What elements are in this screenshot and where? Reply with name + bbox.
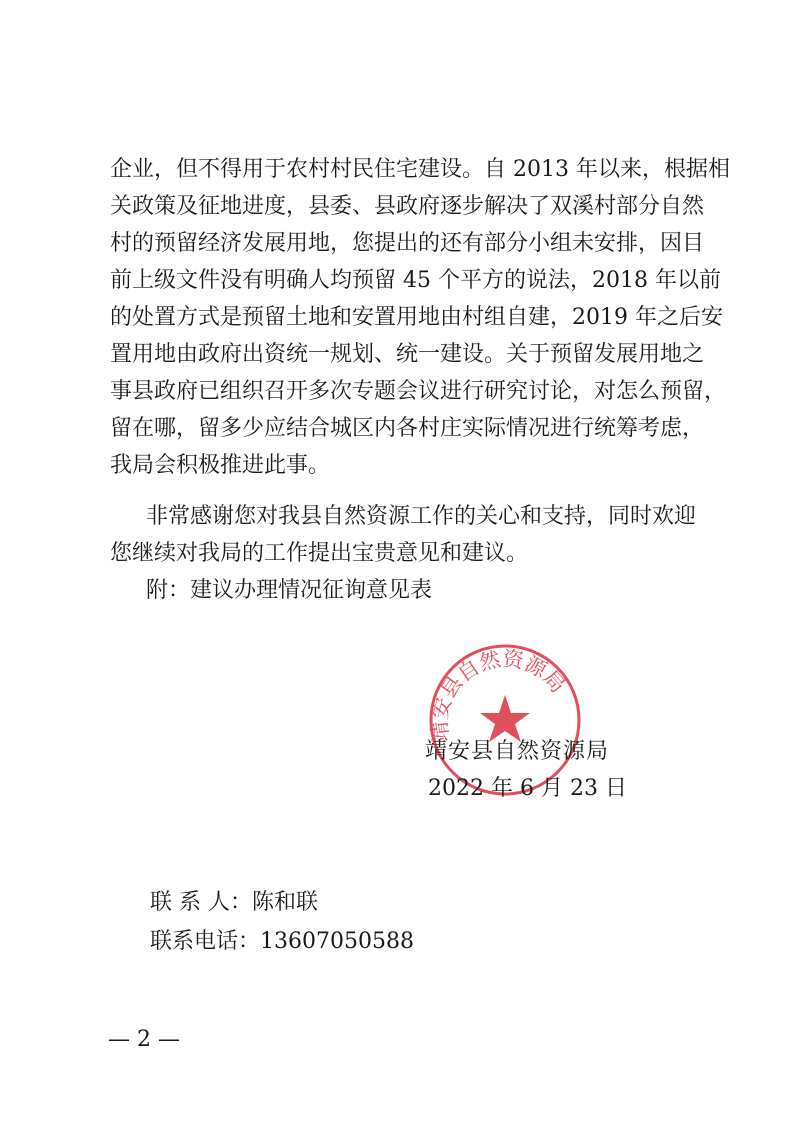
body-line: 留在哪，留多少应结合城区内各村庄实际情况进行统筹考虑， — [110, 416, 705, 441]
signature-date: 2022 年 6 月 23 日 — [428, 776, 627, 801]
body-line: 的处置方式是预留土地和安置用地由村组自建，2019 年之后安 — [110, 305, 723, 330]
body-line: 我局会积极推进此事。 — [110, 453, 331, 478]
thanks-line: 非常感谢您对我县自然资源工作的关心和支持，同时欢迎 — [146, 504, 697, 529]
contact-person: 联 系 人：陈和联 — [150, 890, 318, 915]
body-line: 关政策及征地进度，县委、县政府逐步解决了双溪村部分自然 — [110, 194, 705, 219]
seal-text: 靖安县自然资源局 — [427, 646, 570, 744]
contact-phone: 联系电话：13607050588 — [150, 929, 414, 954]
body-line: 企业，但不得用于农村村民住宅建设。自 2013 年以来，根据相 — [110, 157, 730, 182]
signature-org: 靖安县自然资源局 — [425, 739, 610, 764]
page-number: — 2 — — [108, 1027, 180, 1052]
body-line: 前上级文件没有明确人均预留 45 个平方的说法，2018 年以前 — [110, 268, 721, 293]
star-icon — [480, 695, 530, 742]
body-line: 置用地由政府出资统一规划、统一建设。关于预留发展用地之 — [110, 342, 705, 367]
attachment-note: 附：建议办理情况征询意见表 — [146, 578, 433, 603]
thanks-line: 您继续对我局的工作提出宝贵意见和建议。 — [110, 541, 529, 566]
body-line: 村的预留经济发展用地，您提出的还有部分小组未安排，因目 — [110, 231, 705, 256]
body-line: 事县政府已组织召开多次专题会议进行研究讨论，对怎么预留， — [110, 379, 727, 404]
